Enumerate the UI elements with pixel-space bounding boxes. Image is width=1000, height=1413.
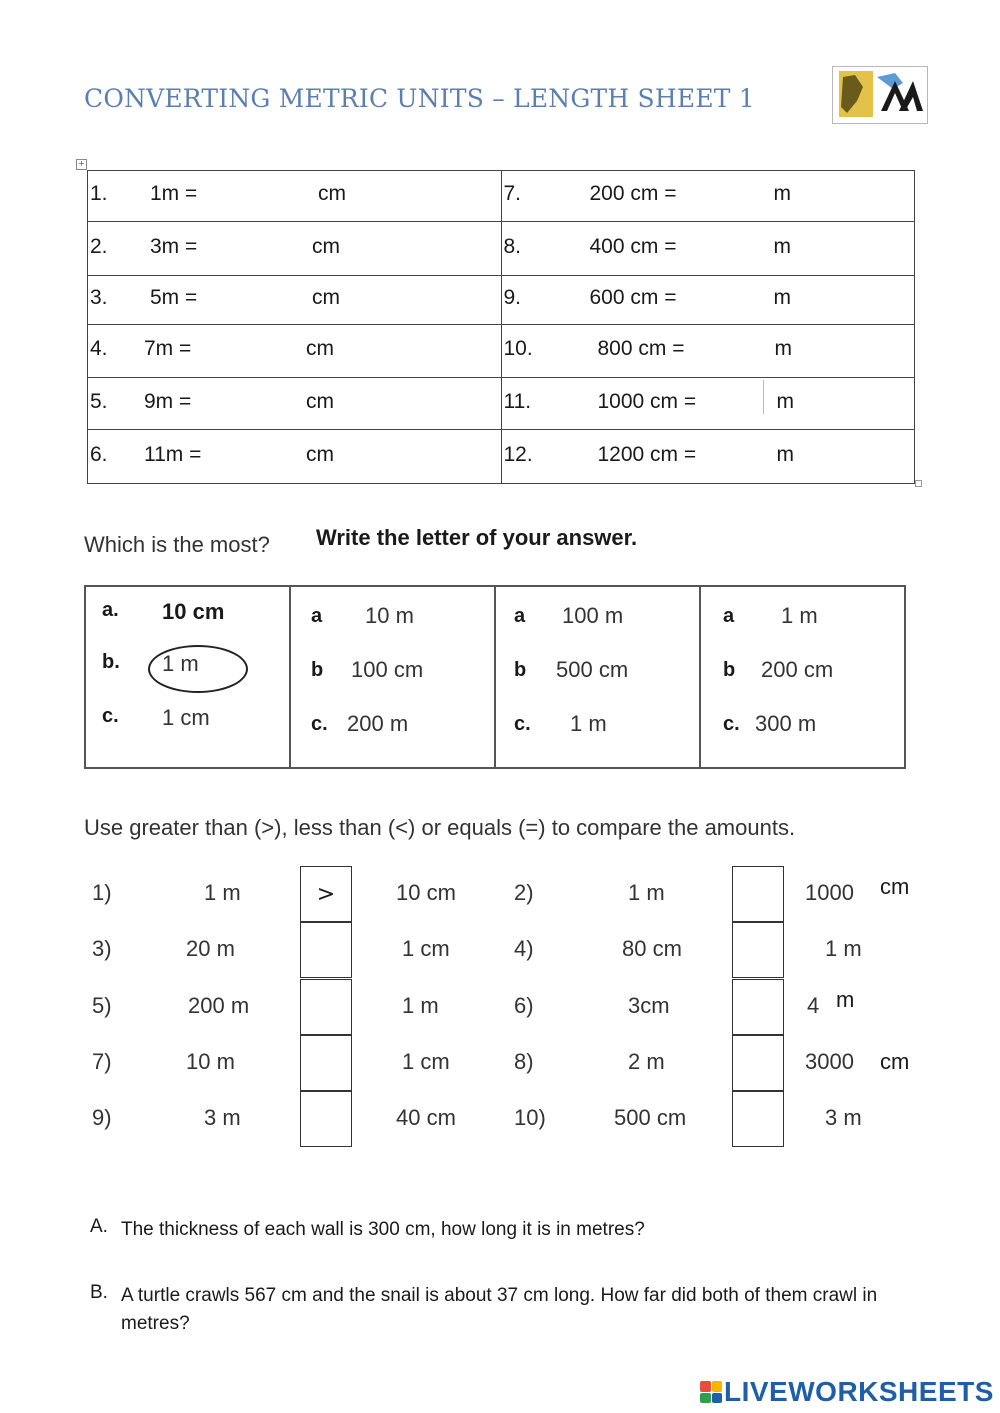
most-heading: Which is the most? (84, 532, 270, 557)
cell-num: 6. (90, 442, 108, 466)
brand-logo-square (700, 1393, 711, 1404)
option-letter: b. (102, 651, 120, 673)
cell-num: 8. (503, 234, 522, 258)
option-letter: a (311, 605, 323, 627)
compare-answer-box[interactable] (300, 979, 352, 1035)
cell-num: 11. (503, 389, 532, 413)
cell-unit: cm (306, 337, 334, 361)
word-problem-text: The thickness of each wall is 300 cm, how long it is in metres? (121, 1219, 645, 1240)
option-value[interactable]: 1 m (570, 711, 607, 736)
option-value[interactable]: 300 m (755, 711, 817, 736)
option-letter: c. (102, 705, 119, 727)
cell-unit: cm (306, 442, 334, 466)
cell-unit: cm (312, 286, 340, 310)
compare-right-amount: 1 m (825, 936, 862, 961)
most-column (701, 587, 904, 767)
compare-number: 9) (92, 1105, 112, 1130)
compare-answer-box[interactable]: > (300, 866, 352, 922)
option-value[interactable]: 100 cm (351, 657, 424, 682)
cell-expr: 1000 cm = (597, 389, 697, 413)
option-value[interactable]: 1 m (162, 651, 199, 676)
table-resize-handle (915, 480, 922, 487)
option-value[interactable]: 10 m (365, 603, 414, 628)
cell-unit: m (773, 182, 791, 206)
compare-right-amount: 1000 (805, 880, 854, 905)
table-row (88, 222, 915, 276)
compare-right-amount: 1 cm (402, 936, 450, 961)
conversion-cell (501, 325, 915, 378)
word-problem-letter: A. (90, 1216, 108, 1237)
word-problem-letter: B. (90, 1282, 108, 1303)
option-value[interactable]: 200 cm (761, 657, 834, 682)
compare-right-unit: cm (880, 1049, 910, 1074)
option-value[interactable]: 500 cm (556, 657, 629, 682)
liveworksheets-brand[interactable] (700, 1376, 994, 1408)
cell-expr: 7m = (144, 337, 192, 361)
cell-unit: cm (318, 182, 346, 206)
option-value[interactable]: 10 cm (162, 599, 225, 624)
most-instruction: Write the letter of your answer. (316, 525, 638, 550)
cell-num: 5. (90, 389, 108, 413)
compare-left-amount: 1 m (204, 880, 241, 905)
compare-number: 5) (92, 993, 112, 1018)
brand-logo-square (712, 1393, 723, 1404)
cell-expr: 800 cm = (597, 337, 685, 361)
table-row (88, 378, 915, 430)
worksheet-logo (832, 66, 928, 124)
compare-right-amount: 10 cm (396, 880, 456, 905)
compare-left-amount: 3 m (204, 1105, 241, 1130)
conversion-cell (88, 171, 502, 222)
compare-answer-box[interactable] (732, 866, 784, 922)
option-letter: a. (102, 599, 119, 621)
conversion-cell (88, 222, 502, 276)
cell-unit: m (773, 234, 791, 258)
compare-left-amount: 500 cm (614, 1105, 687, 1130)
compare-number: 8) (514, 1049, 534, 1074)
cell-num: 4. (90, 337, 108, 361)
table-move-handle: + (76, 159, 87, 170)
option-letter: c. (514, 713, 531, 735)
brand-logo-square (700, 1381, 711, 1392)
compare-answer-box[interactable] (732, 1091, 784, 1147)
cell-expr: 9m = (144, 389, 192, 413)
cell-num: 9. (503, 286, 522, 310)
option-letter: b (723, 659, 736, 681)
compare-answer-box[interactable] (732, 1035, 784, 1091)
compare-answer-box[interactable] (732, 922, 784, 978)
cell-num: 3. (90, 286, 108, 310)
compare-right-amount: 40 cm (396, 1105, 456, 1130)
most-column (496, 587, 701, 767)
brand-logo-square (712, 1381, 723, 1392)
compare-number: 10) (514, 1105, 546, 1130)
conversion-cell (501, 171, 915, 222)
compare-answer-box[interactable] (300, 1035, 352, 1091)
conversion-cell (88, 276, 502, 325)
option-value[interactable]: 100 m (562, 603, 624, 628)
compare-right-unit: m (836, 987, 855, 1012)
cell-expr: 200 cm = (589, 182, 677, 206)
cell-expr: 3m = (150, 234, 198, 258)
cell-unit: cm (312, 234, 340, 258)
table-row (88, 430, 915, 484)
compare-right-unit: cm (880, 874, 910, 899)
option-letter: b (311, 659, 324, 681)
cell-expr: 400 cm = (589, 234, 677, 258)
compare-right-amount: 1 m (402, 993, 439, 1018)
compare-left-amount: 20 m (186, 936, 235, 961)
compare-left-amount: 80 cm (622, 936, 682, 961)
cell-unit: m (776, 389, 794, 413)
compare-right-amount: 3 m (825, 1105, 862, 1130)
compare-right-amount: 1 cm (402, 1049, 450, 1074)
compare-number: 3) (92, 936, 112, 961)
table-row (88, 325, 915, 378)
compare-answer-box[interactable] (732, 979, 784, 1035)
compare-heading: Use greater than (>), less than (<) or equals (=) to compare the amounts. (84, 815, 796, 840)
table-row (88, 276, 915, 325)
cell-expr: 11m = (144, 442, 202, 466)
brand-name: LIVEWORKSHEETS (724, 1376, 994, 1407)
compare-left-amount: 3cm (628, 993, 670, 1018)
compare-left-amount: 200 m (188, 993, 250, 1018)
conversion-cell (88, 378, 502, 430)
compare-number: 2) (514, 880, 534, 905)
answer-cursor (763, 380, 764, 414)
compare-number: 1) (92, 880, 112, 905)
cell-expr: 5m = (150, 286, 198, 310)
cell-num: 10. (503, 337, 533, 361)
compare-left-amount: 2 m (628, 1049, 665, 1074)
compare-left-amount: 1 m (628, 880, 665, 905)
word-problem-text: A turtle crawls 567 cm and the snail is about 37 cm long. How far did both of them crawl in metres? (121, 1285, 878, 1334)
option-letter: c. (723, 713, 740, 735)
option-letter: b (514, 659, 527, 681)
compare-right-amount: 4 (807, 993, 820, 1018)
option-value[interactable]: 1 m (781, 603, 818, 628)
cell-expr: 600 cm = (589, 286, 677, 310)
cell-num: 12. (503, 442, 533, 466)
conversion-cell (88, 430, 502, 484)
compare-number: 4) (514, 936, 534, 961)
compare-answer-box[interactable] (300, 922, 352, 978)
conversion-cell (501, 378, 915, 430)
conversion-cell (501, 276, 915, 325)
cell-expr: 1200 cm = (597, 442, 697, 466)
compare-right-amount: 3000 (805, 1049, 854, 1074)
cell-unit: cm (306, 389, 334, 413)
conversion-table (87, 170, 915, 484)
cell-num: 2. (90, 234, 108, 258)
option-value[interactable]: 1 cm (162, 705, 210, 730)
conversion-cell (501, 430, 915, 484)
most-column (291, 587, 496, 767)
compare-answer-box[interactable] (300, 1091, 352, 1147)
table-row (88, 171, 915, 222)
option-value[interactable]: 200 m (347, 711, 409, 736)
option-letter: c. (311, 713, 328, 735)
compare-left-amount: 10 m (186, 1049, 235, 1074)
conversion-cell (501, 222, 915, 276)
cell-unit: m (776, 442, 794, 466)
cell-num: 7. (503, 182, 522, 206)
compare-number: 6) (514, 993, 534, 1018)
page-title: CONVERTING METRIC UNITS – LENGTH SHEET 1 (84, 84, 755, 113)
brand-logo-icon (700, 1381, 722, 1403)
cell-num: 1. (90, 182, 108, 206)
answer-circle (148, 645, 248, 693)
option-letter: a (723, 605, 735, 627)
compare-number: 7) (92, 1049, 112, 1074)
cell-unit: m (774, 337, 792, 361)
cell-unit: m (773, 286, 791, 310)
option-letter: a (514, 605, 526, 627)
cell-expr: 1m = (150, 182, 198, 206)
conversion-cell (88, 325, 502, 378)
